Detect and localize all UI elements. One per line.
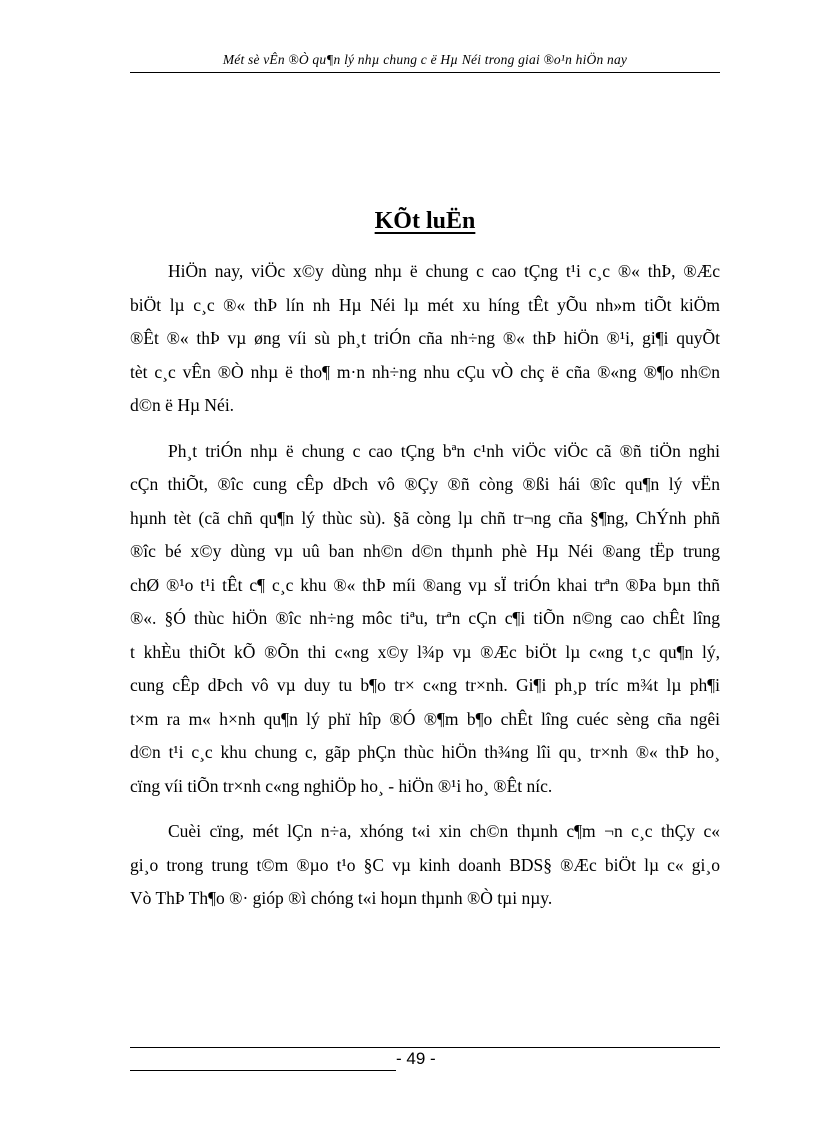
text-line: t khÈu thiÕt kÕ ®Õn thi c«ng x©y l¾p vµ ®Æc biÖt lµ c«ng t¸c qu¶n lý, xyxy=(130,641,720,662)
header-divider xyxy=(130,72,720,73)
text-line: tèt c¸c vÊn ®Ò nhµ ë tho¶ m·n nh÷ng nhu cÇu vÒ chç ë cña ®«ng ®¶o nh©n xyxy=(130,361,720,382)
text-line: hµnh tèt (cã chñ qu¶n lý thùc sù). §ã còng lµ chñ tr¬ng cña §¶ng, ChÝnh phñ xyxy=(130,507,720,528)
text-line: Cuèi cïng, mét lÇn n÷a, xhóng t«i xin ch©n thµnh c¶m ¬n c¸c thÇy c« xyxy=(168,821,720,841)
text-line: gi¸o trong trung t©m ®µo t¹o §C vµ kinh doanh BDS§ ®Æc biÖt lµ c« gi¸o xyxy=(130,854,720,875)
text-line: chØ ®¹o t¹i tÊt c¶ c¸c khu ®« thÞ míi ®ang vµ sÏ triÓn khai trªn ®Þa bµn thñ xyxy=(130,574,720,595)
text-line: Ph¸t triÓn nhµ ë chung c cao tÇng bªn c¹nh viÖc viÖc cã ®ñ tiÖn nghi xyxy=(168,440,720,461)
text-line: cung cÊp dÞch vô vµ duy tu b¶o tr× c«ng tr×nh. Gi¶i ph¸p tríc m¾t lµ ph¶i xyxy=(130,675,720,695)
paragraph-2 xyxy=(130,435,720,804)
footer-divider xyxy=(130,1047,720,1048)
text-line: d©n ë Hµ Néi. xyxy=(130,395,235,415)
text-line: cïng víi tiÕn tr×nh c«ng nghiÖp ho¸ - hiÖn ®¹i ho¸ ®Êt níc. xyxy=(130,775,553,796)
paragraph-3 xyxy=(130,815,720,916)
section-title: KÕt luËn xyxy=(374,208,476,234)
text-line: cÇn thiÕt, ®îc cung cÊp dÞch vô ®Çy ®ñ còng ®ßi hái ®îc qu¶n lý vËn xyxy=(130,474,720,494)
text-line: HiÖn nay, viÖc x©y dùng nhµ ë chung c cao tÇng t¹i c¸c ®« thÞ, ®Æc xyxy=(168,261,720,281)
body-text xyxy=(130,255,720,928)
paragraph-1 xyxy=(130,255,720,423)
text-line: ®îc bé x©y dùng vµ uû ban nh©n d©n thµnh phè Hµ Néi ®ang tËp trung xyxy=(130,541,720,561)
text-line: biÖt lµ c¸c ®« thÞ lín nh Hµ Néi lµ mét xu híng tÊt yÕu nh»m tiÕt kiÖm xyxy=(130,294,720,315)
footer-underline xyxy=(130,1070,396,1071)
text-line: Vò ThÞ Th¶o ®· gióp ®ì chóng t«i hoµn thµnh ®Ò tµi nµy. xyxy=(130,888,553,908)
text-line: d©n t¹i c¸c khu chung c, gãp phÇn thùc hiÖn th¾ng lîi qu¸ tr×nh ®« thÞ ho¸ xyxy=(130,742,720,762)
text-line: ®«. §Ó thùc hiÖn ®îc nh÷ng môc tiªu, trªn cÇn c¶i tiÕn n©ng cao chÊt lîng xyxy=(130,608,720,628)
page-number: - 49 - xyxy=(396,1049,436,1068)
running-title: Mét sè vÊn ®Ò qu¶n lý nhµ chung c ë Hµ Néi trong giai ®o¹n hiÖn nay xyxy=(222,52,628,67)
text-line: ®Êt ®« thÞ vµ øng víi sù ph¸t triÓn cña nh÷ng ®« thÞ hiÖn ®¹i, gi¶i quyÕt xyxy=(130,328,720,348)
text-line: t×m ra m« h×nh qu¶n lý phï hîp ®Ó ®¶m b¶o chÊt lîng cuéc sèng cña ngêi xyxy=(130,708,720,729)
